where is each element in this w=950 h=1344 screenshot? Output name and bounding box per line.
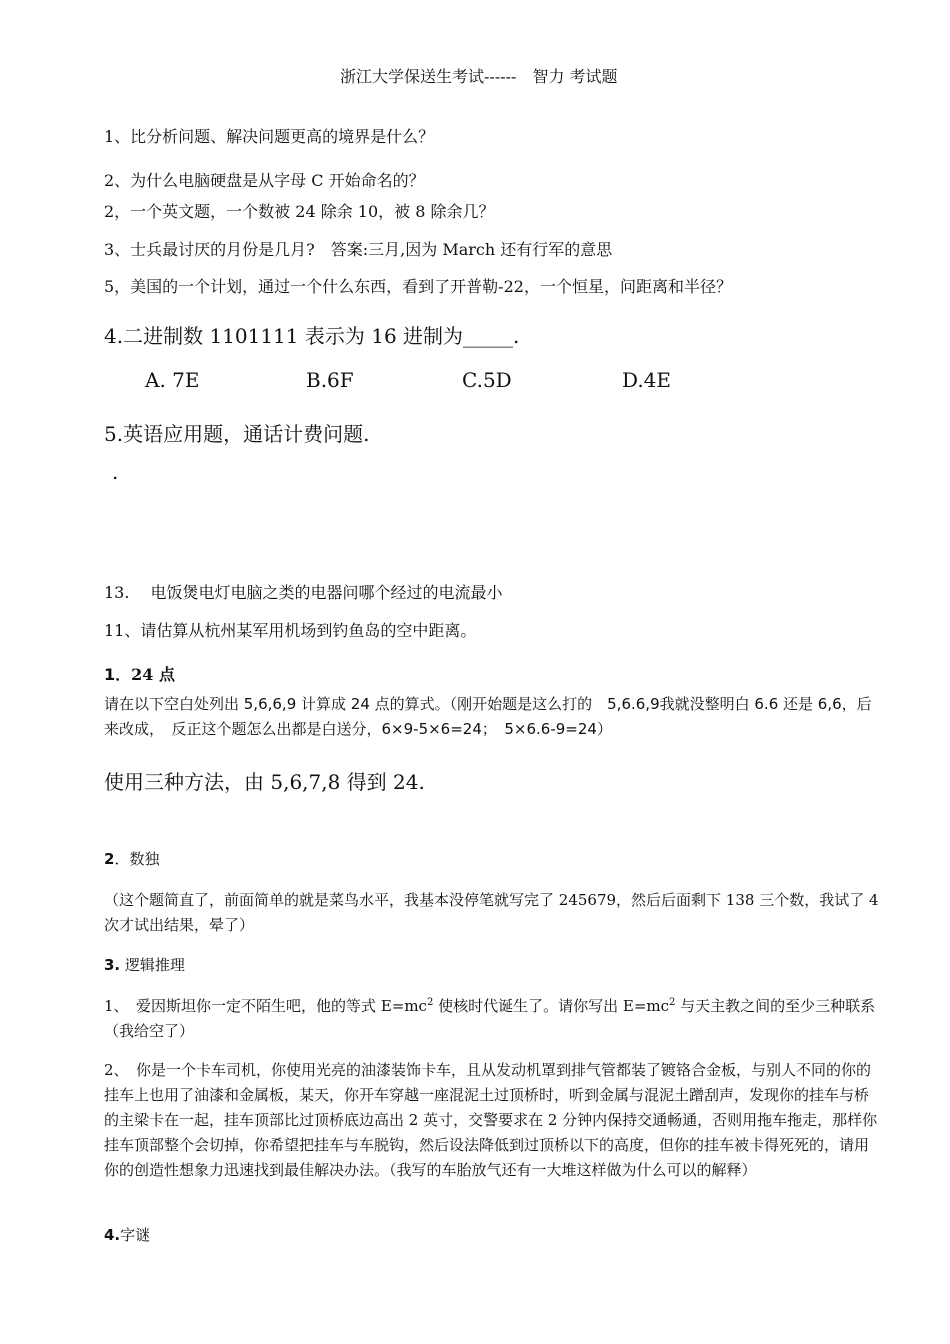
question-english: 5.英语应用题，通话计费问题. xyxy=(104,422,370,446)
section-4-number: 4. xyxy=(104,1226,121,1244)
option-d: D.4E xyxy=(622,368,672,392)
einstein-text-a: 1、 爱因斯坦你一定不陌生吧，他的等式 E=mc xyxy=(104,997,427,1015)
section-1-body: 请在以下空白处列出 5,6,6,9 计算成 24 点的算式。（刚开始题是这么打的 5,6.6,9我就没整明白 6.6 还是 6,6，后来改成， 反正这个题怎么出都是白送分，6×9-5×6=24； 5×6.6-9=24） xyxy=(104,695,872,738)
option-b: B.6F xyxy=(306,368,354,392)
section-3-question-1 xyxy=(104,994,880,1044)
superscript-2: 2 xyxy=(426,997,434,1008)
question-5: 5，美国的一个计划，通过一个什么东西，看到了开普勒-22，一个恒星，问距离和半径？ xyxy=(104,277,732,296)
question-3: 3、士兵最讨厌的月份是几月? 答案:三月,因为 March 还有行军的意思 xyxy=(104,240,613,259)
section-2-title: ．数独 xyxy=(114,850,160,868)
question-1: 1、比分析问题、解决问题更高的境界是什么？ xyxy=(104,127,435,146)
section-1-title: ．24 点 xyxy=(115,665,175,684)
section-3-number: 3. xyxy=(104,956,121,974)
section-4-title: 字谜 xyxy=(120,1226,151,1244)
stray-dot: . xyxy=(112,460,119,484)
section-1-number: 1 xyxy=(104,665,116,684)
einstein-text-c: 与天主教之间的至少三种联系（我给空了） xyxy=(104,997,876,1040)
question-2: 2、为什么电脑硬盘是从字母 C 开始命名的？ xyxy=(104,171,425,190)
section-3-title: 逻辑推理 xyxy=(120,956,185,974)
superscript-2b: 2 xyxy=(669,997,676,1008)
section-1-heading xyxy=(104,662,175,685)
section-2-number: 2 xyxy=(104,850,115,868)
section-1-extra: 使用三种方法，由 5,6,7,8 得到 24. xyxy=(104,770,425,794)
question-11: 11、请估算从杭州某军用机场到钓鱼岛的空中距离。 xyxy=(104,621,477,640)
einstein-text-b: 使核时代诞生了。请你写出 E=mc xyxy=(433,997,670,1015)
section-3-question-2: 2、 你是一个卡车司机，你使用光亮的油漆装饰卡车，且从发动机罩到排气管都装了镀铬合金板，与别人不同的你的挂车上也用了油漆和金属板，某天，你开车穿越一座混泥土过顶桥时，听到金属与混泥土蹭刮声，发现你的挂车与桥的主梁卡在一起，挂车顶部比过顶桥底边高出 2 英寸，交警要求在 2 分钟内保持交通畅通，否则用拖车拖走，那样你挂车顶部整个会切掉，你希望把挂车与车脱钩，然后设法降低到过顶桥以下的高度，但你的挂车被卡得死死的，请用你的创造性想象力迅速找到最佳解决办法。（我写的车胎放气还有一大堆这样做为什么可以的解释） xyxy=(104,1061,878,1179)
section-4-heading xyxy=(104,1224,150,1245)
question-binary-hex: 4.二进制数 1101111 表示为 16 进制为_____. xyxy=(104,324,520,348)
question-2b: 2，一个英文题，一个数被 24 除余 10，被 8 除余几？ xyxy=(104,202,495,221)
section-3-heading xyxy=(104,954,185,975)
option-a: A. 7E xyxy=(145,368,200,392)
section-2-body: （这个题简直了，前面简单的就是菜鸟水平，我基本没停笔就写完了 245679，然后后面剩下 138 三个数，我试了 4 次才试出结果，晕了） xyxy=(104,891,879,934)
option-c: C.5D xyxy=(462,368,512,392)
section-2-heading xyxy=(104,848,159,869)
page-title: 浙江大学保送生考试------ 智力 考试题 xyxy=(340,67,618,86)
answer-options xyxy=(0,368,950,398)
question-13: 13. 电饭煲电灯电脑之类的电器问哪个经过的电流最小 xyxy=(104,583,503,602)
